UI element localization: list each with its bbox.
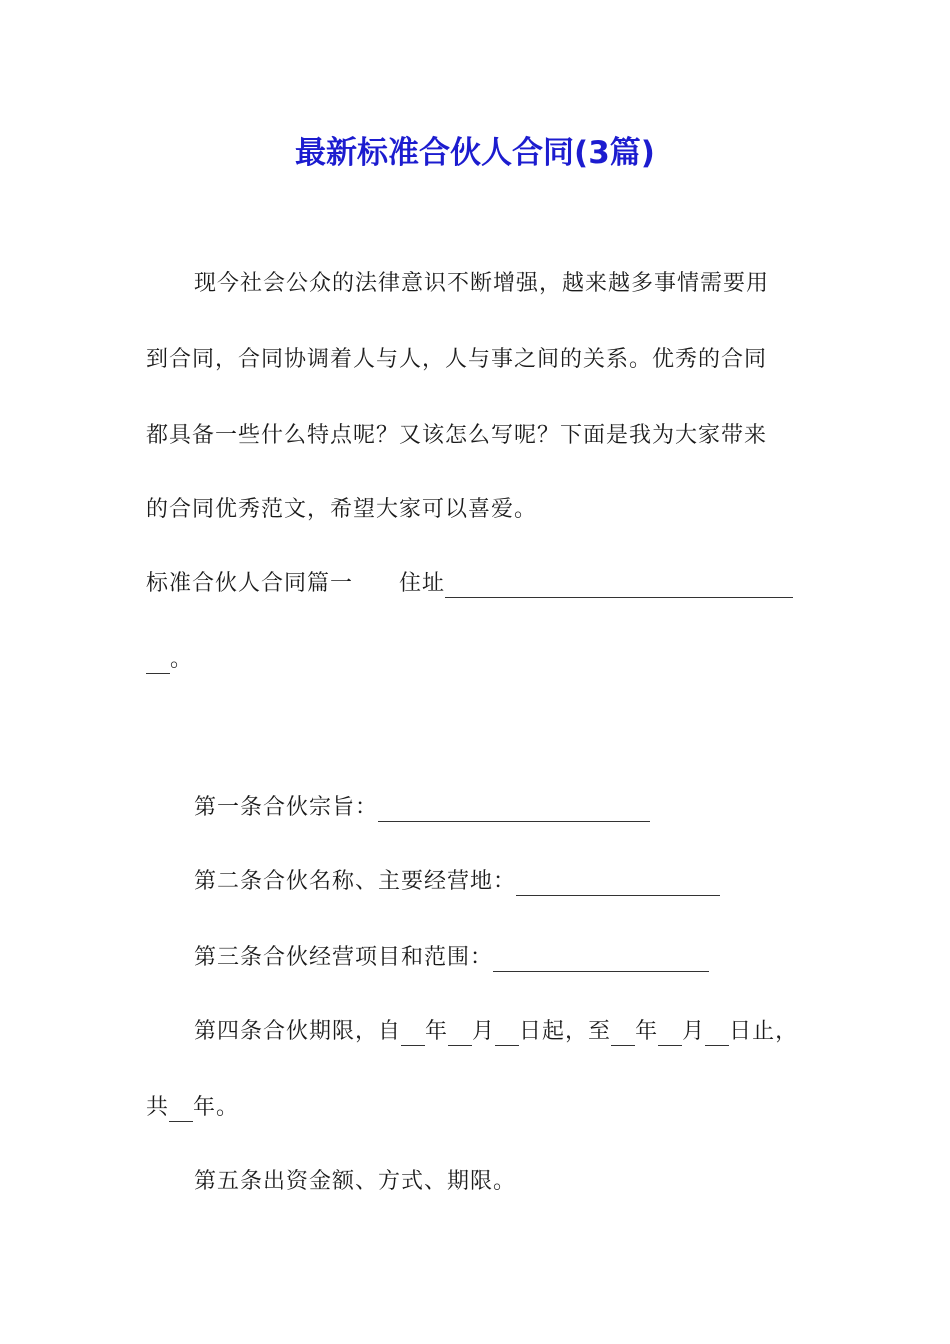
article-4 [194,1012,798,1052]
total-years-blank [169,1093,193,1122]
start-month-label: 月 [472,1019,496,1044]
article-1-label: 第一条合伙宗旨： [194,795,379,820]
address-end: 。 [170,647,194,672]
article-2-label: 第二条合伙名称、主要经营地： [194,869,517,894]
intro-line-4: 的合同优秀范文，希望大家可以喜爱。 [146,497,538,522]
intro-line-3: 都具备一些什么特点呢？又该怎么写呢？下面是我为大家带来 [146,423,768,448]
article-3 [194,938,709,978]
start-year-blank [401,1017,425,1046]
article-4-continued [146,1088,239,1128]
article-1-blank [378,793,650,822]
total-suffix: 年。 [193,1095,240,1120]
address-label: 住址 [399,571,446,596]
section-heading-row [146,564,793,604]
start-day-label: 日起，至 [519,1019,612,1044]
total-prefix: 共 [146,1095,170,1120]
document-title: 最新标准合伙人合同(3篇) [295,135,655,171]
end-day-label: 日止， [729,1019,799,1044]
article-3-label: 第三条合伙经营项目和范围： [194,945,494,970]
address-blank-continued [146,645,170,674]
article-4-prefix: 第四条合伙期限，自 [194,1019,402,1044]
end-year-blank [611,1017,635,1046]
start-day-blank [495,1017,519,1046]
start-month-blank [448,1017,472,1046]
address-continuation [146,640,193,680]
article-5: 第五条出资金额、方式、期限。 [194,1169,517,1194]
article-1 [194,788,650,828]
end-year-label: 年 [635,1019,659,1044]
article-2-blank [516,867,720,896]
end-month-label: 月 [682,1019,706,1044]
start-year-label: 年 [425,1019,449,1044]
section-heading: 标准合伙人合同篇一 [146,571,354,596]
intro-line-1: 现今社会公众的法律意识不断增强，越来越多事情需要用 [194,271,770,296]
end-month-blank [658,1017,682,1046]
end-day-blank [705,1017,729,1046]
article-3-blank [493,943,709,972]
article-2 [194,862,720,902]
intro-line-2: 到合同，合同协调着人与人，人与事之间的关系。优秀的合同 [146,347,768,372]
address-blank [445,569,793,598]
